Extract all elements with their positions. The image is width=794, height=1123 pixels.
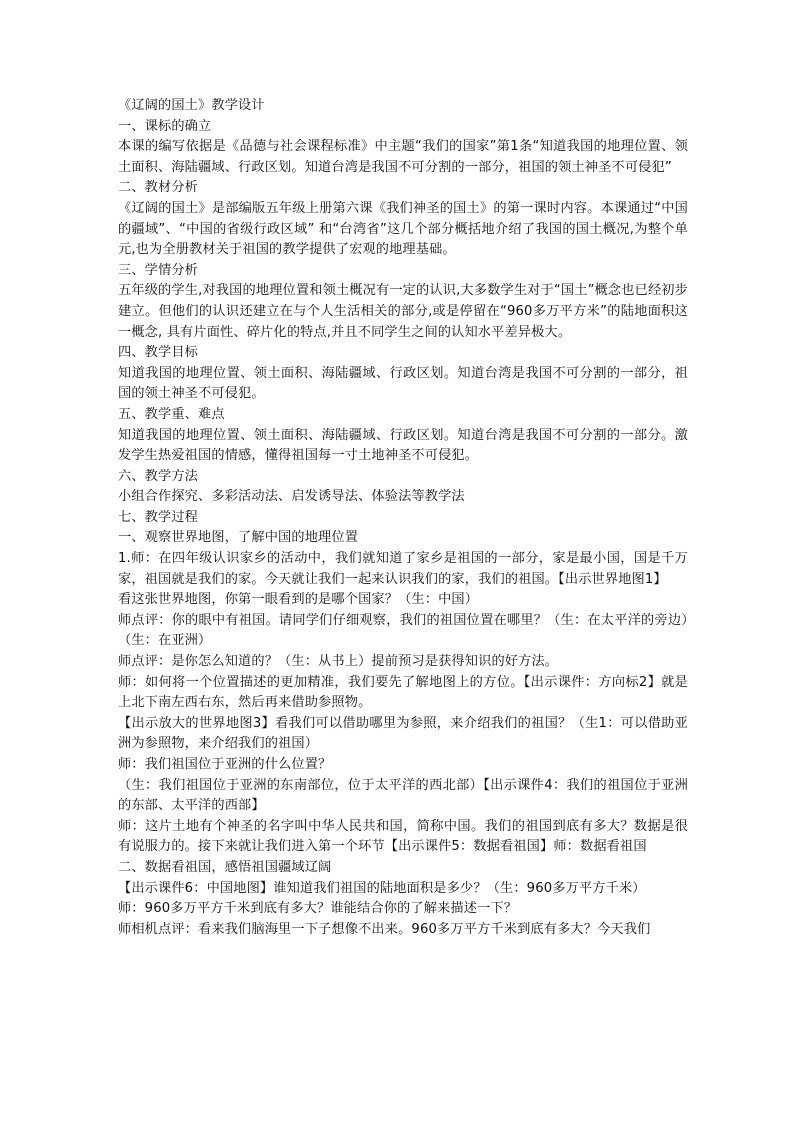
paragraph-curriculum-standard: 本课的编写依据是《品德与社会课程标准》中主题“我们的国家”第1条“知道我国的地理位置、领土面积、海陆疆域、行政区划。知道台湾是我国不可分割的一部分，祖国的领土神圣不可侵犯” [118, 139, 688, 175]
subsection-heading-data-view: 二、数据看祖国，感悟祖国疆域辽阔 [118, 859, 332, 875]
paragraph-teaching-goals: 知道我国的地理位置、领土面积、海陆疆域、行政区划。知道台湾是我国不可分割的一部分，祖国的领土神圣不可侵犯。 [118, 365, 688, 402]
paragraph-process: 1.师：在四年级认识家乡的活动中，我们就知道了家乡是祖国的一部分，家是最小国，国是千万家，祖国就是我们的家。今天就让我们一起来认识我们的家，我们的祖国。【出示世界地图1】 [118, 551, 688, 587]
section-heading-key-points: 五、教学重、难点 [118, 406, 225, 422]
section-heading-teaching-goals: 四、教学目标 [118, 345, 199, 361]
document-title: 《辽阔的国土》教学设计 [118, 98, 265, 113]
paragraph-textbook-analysis: 《辽阔的国土》是部编版五年级上册第六课《我们神圣的国土》的第一课时内容。本课通过“中国的疆域”、“中国的省级行政区域” 和“台湾省”这几个部分概括地介绍了我国的国土概况,为整个单元,也为全册教材关于祖国的教学提供了宏观的地理基础。 [118, 200, 688, 258]
section-heading-textbook-analysis: 二、教材分析 [118, 180, 199, 196]
section-heading-curriculum-standard: 一、课标的确立 [118, 118, 212, 134]
paragraph-key-points: 知道我国的地理位置、领土面积、海陆疆域、行政区划。知道台湾是我国不可分割的一部分。激发学生热爱祖国的情感，懂得祖国每一寸土地神圣不可侵犯。 [118, 427, 688, 464]
document-page [118, 96, 688, 940]
paragraph-process: 【出示课件6：中国地图】谁知道我们祖国的陆地面积是多少？（生：960多万平方千米） [118, 880, 646, 896]
paragraph-process: 师相机点评：看来我们脑海里一下子想像不出来。960多万平方千米到底有多大？今天我们 [118, 921, 651, 937]
section-heading-learner-analysis: 三、学情分析 [118, 262, 199, 278]
paragraph-process: 师点评：是你怎么知道的？（生：从书上）提前预习是获得知识的好方法。 [118, 654, 559, 670]
section-heading-teaching-methods: 六、教学方法 [118, 468, 199, 484]
paragraph-process: 师：这片土地有个神圣的名字叫中华人民共和国，简称中国。我们的祖国到底有多大？数据是很有说服力的。接下来就让我们进入第一个环节【出示课件5：数据看祖国】师：数据看祖国 [118, 818, 688, 855]
paragraph-process: 师点评：你的眼中有祖国。请同学们仔细观察，我们的祖国位置在哪里？（生：在太平洋的旁边）（生：在亚洲） [118, 612, 688, 649]
paragraph-teaching-methods: 小组合作探究、多彩活动法、启发诱导法、体验法等教学法 [118, 489, 465, 505]
paragraph-process: 【出示放大的世界地图3】看我们可以借助哪里为参照，来介绍我们的祖国？（生1：可以借助亚洲为参照物，来介绍我们的祖国） [118, 715, 688, 752]
subsection-heading-world-map: 一、观察世界地图，了解中国的地理位置 [118, 530, 359, 546]
paragraph-process: 看这张世界地图，你第一眼看到的是哪个国家？（生：中国） [118, 592, 479, 608]
paragraph-process: 师：我们祖国位于亚洲的什么位置？ [118, 757, 332, 772]
paragraph-process: 师：960多万平方千米到底有多大？谁能结合你的了解来描述一下？ [118, 901, 518, 917]
paragraph-process: 师：如何将一个位置描述的更加精准，我们要先了解地图上的方位。【出示课件：方向标2】就是上北下南左西右东，然后再来借助参照物。 [118, 674, 688, 711]
section-heading-teaching-process: 七、教学过程 [118, 509, 199, 525]
paragraph-learner-analysis: 五年级的学生,对我国的地理位置和领土概况有一定的认识,大多数学生对于“国土”概念也已经初步建立。但他们的认识还建立在与个人生活相关的部分,或是停留在“960多万平方米”的陆地面积这一概念, 具有片面性、碎片化的特点,并且不同学生之间的认知水平差异极大。 [118, 283, 688, 340]
paragraph-process: （生：我们祖国位于亚洲的东南部位，位于太平洋的西北部）【出示课件4：我们的祖国位于亚洲的东部、太平洋的西部】 [118, 777, 688, 814]
